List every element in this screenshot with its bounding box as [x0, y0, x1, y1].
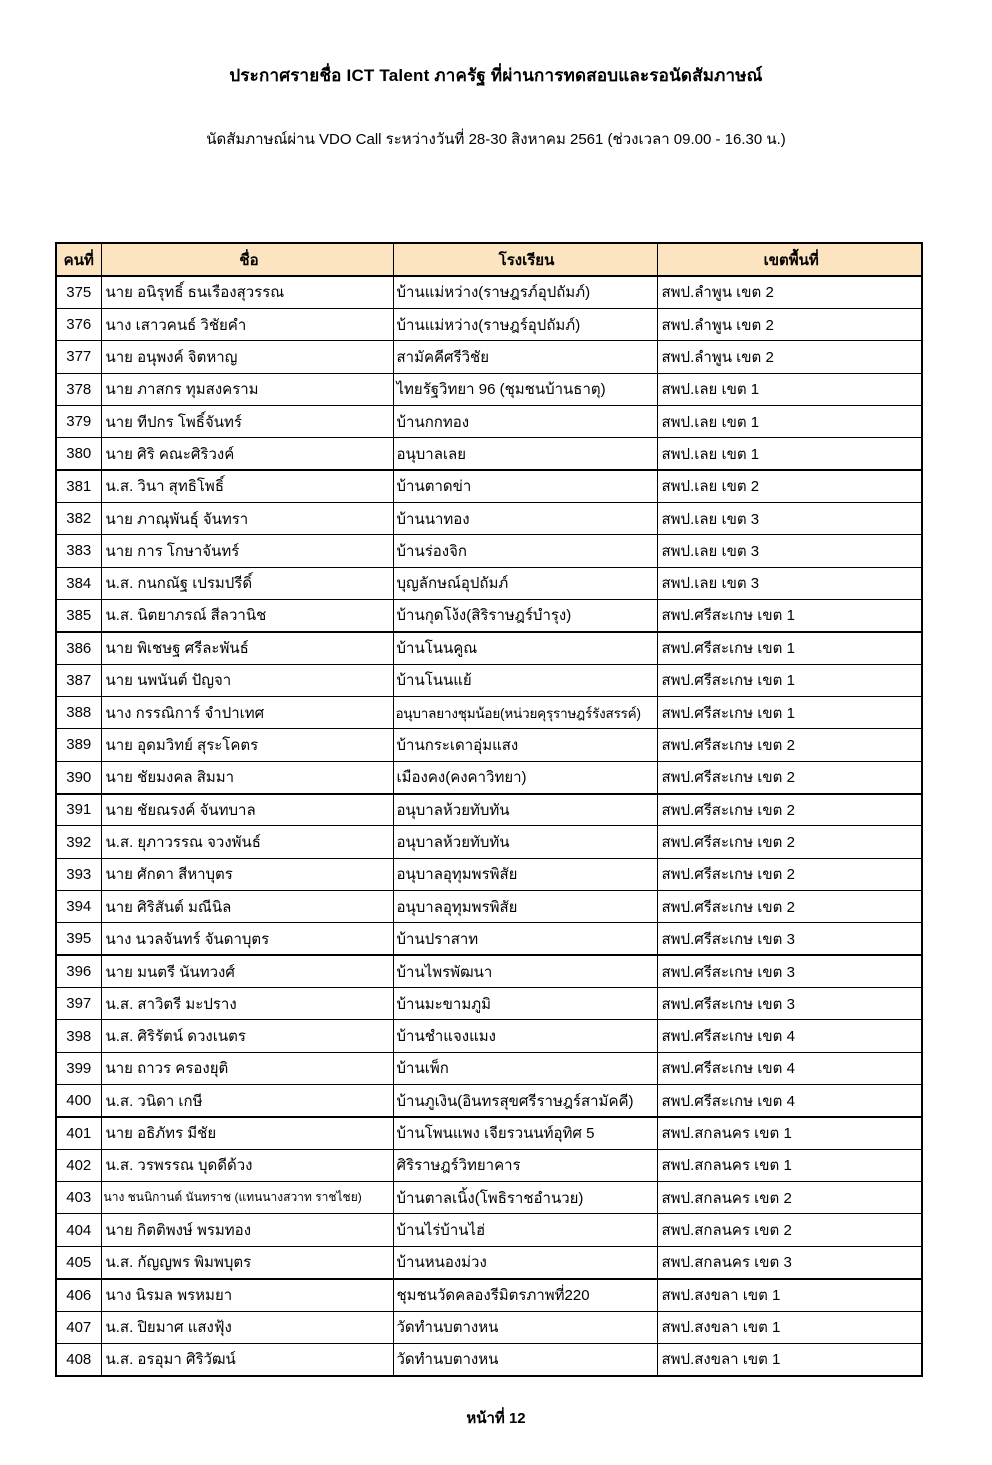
cell-name: น.ส. วรพรรณ บุดดีด้วง — [101, 1149, 393, 1181]
page-subtitle: นัดสัมภาษณ์ผ่าน VDO Call ระหว่างวันที่ 28-30 สิงหาคม 2561 (ช่วงเวลา 09.00 - 16.30 น.) — [206, 131, 786, 148]
cell-school: อนุบาลอุทุมพรพิสัย — [393, 891, 657, 923]
cell-number: 408 — [56, 1343, 101, 1375]
cell-area: สพป.ศรีสะเกษ เขต 1 — [657, 664, 922, 696]
roster-table — [55, 242, 923, 1377]
cell-name: น.ส. วนิดา เกษี — [101, 1085, 393, 1117]
cell-number: 388 — [56, 696, 101, 728]
cell-area: สพป.สกลนคร เขต 1 — [657, 1149, 922, 1181]
table-row — [56, 502, 922, 534]
cell-number: 381 — [56, 470, 101, 502]
cell-school: บ้านกุดโง้ง(สิริราษฎร์บำรุง) — [393, 599, 657, 631]
table-row — [56, 988, 922, 1020]
cell-name: นาง ชนนิกานต์ นันทราช (แทนนางสวาท ราชไชย) — [101, 1182, 393, 1214]
table-row — [56, 1182, 922, 1214]
cell-number: 398 — [56, 1020, 101, 1052]
cell-number: 378 — [56, 373, 101, 405]
cell-school: บ้านหนองม่วง — [393, 1246, 657, 1278]
cell-school: บ้านตาดข่า — [393, 470, 657, 502]
cell-number: 395 — [56, 923, 101, 955]
cell-number: 405 — [56, 1246, 101, 1278]
cell-school: บ้านภูเงิน(อินทรสุขศรีราษฎร์สามัคคี) — [393, 1085, 657, 1117]
table-row — [56, 696, 922, 728]
table-row — [56, 923, 922, 955]
cell-area: สพป.ศรีสะเกษ เขต 1 — [657, 696, 922, 728]
cell-area: สพป.ศรีสะเกษ เขต 2 — [657, 729, 922, 761]
cell-school: บ้านนาทอง — [393, 502, 657, 534]
cell-number: 391 — [56, 794, 101, 826]
cell-area: สพป.ศรีสะเกษ เขต 2 — [657, 891, 922, 923]
cell-name: นาย ทีปกร โพธิ์จันทร์ — [101, 405, 393, 437]
cell-school: บ้านโนนแย้ — [393, 664, 657, 696]
cell-number: 384 — [56, 567, 101, 599]
column-header-name: ชื่อ — [101, 243, 393, 276]
cell-area: สพป.ลำพูน เขต 2 — [657, 276, 922, 308]
cell-name: น.ส. ยุภาวรรณ จวงพันธ์ — [101, 826, 393, 858]
page-title: ประกาศรายชื่อ ICT Talent ภาครัฐ ที่ผ่านการทดสอบและรอนัดสัมภาษณ์ — [229, 66, 763, 85]
cell-area: สพป.ศรีสะเกษ เขต 2 — [657, 761, 922, 793]
cell-name: นาย ภาณุพันธุ์ จันทรา — [101, 502, 393, 534]
cell-area: สพป.ศรีสะเกษ เขต 4 — [657, 1020, 922, 1052]
cell-area: สพป.ศรีสะเกษ เขต 1 — [657, 632, 922, 664]
cell-name: นาย ศิริ คณะศิริวงค์ — [101, 438, 393, 470]
cell-name: นาง เสาวคนธ์ วิชัยคำ — [101, 308, 393, 340]
cell-area: สพป.เลย เขต 3 — [657, 502, 922, 534]
cell-number: 383 — [56, 535, 101, 567]
cell-area: สพป.สกลนคร เขต 1 — [657, 1117, 922, 1149]
roster-table-body — [56, 276, 922, 1376]
cell-name: นาย ชัยมงคล สิมมา — [101, 761, 393, 793]
column-header-school: โรงเรียน — [393, 243, 657, 276]
cell-name: น.ส. กัญญพร พิมพบุตร — [101, 1246, 393, 1278]
cell-name: นาง กรรณิการ์ จำปาเทศ — [101, 696, 393, 728]
table-row — [56, 308, 922, 340]
cell-name: นาง นิรมล พรหมยา — [101, 1279, 393, 1311]
cell-number: 390 — [56, 761, 101, 793]
cell-school: อนุบาลห้วยทับทัน — [393, 794, 657, 826]
cell-school: บ้านชำแจงแมง — [393, 1020, 657, 1052]
column-header-area: เขตพื้นที่ — [657, 243, 922, 276]
cell-school: บ้านแม่หว่าง(ราษฎร์อุปถัมภ์) — [393, 308, 657, 340]
cell-number: 404 — [56, 1214, 101, 1246]
table-row — [56, 599, 922, 631]
cell-name: น.ส. สาวิตรี มะปราง — [101, 988, 393, 1020]
cell-school: บ้านไพรพัฒนา — [393, 955, 657, 987]
cell-school: อนุบาลยางชุมน้อย(หน่วยคุรุราษฎร์รังสรรค์) — [393, 696, 657, 728]
table-row — [56, 955, 922, 987]
cell-name: นาย กิตติพงษ์ พรมทอง — [101, 1214, 393, 1246]
cell-number: 396 — [56, 955, 101, 987]
table-row — [56, 1052, 922, 1084]
table-row — [56, 1246, 922, 1278]
table-row — [56, 1279, 922, 1311]
table-row — [56, 438, 922, 470]
cell-school: บ้านมะขามภูมิ — [393, 988, 657, 1020]
table-row — [56, 1117, 922, 1149]
cell-number: 392 — [56, 826, 101, 858]
cell-school: ไทยรัฐวิทยา 96 (ชุมชนบ้านธาตุ) — [393, 373, 657, 405]
cell-area: สพป.ศรีสะเกษ เขต 4 — [657, 1052, 922, 1084]
page-number: หน้าที่ 12 — [466, 1410, 526, 1427]
cell-number: 379 — [56, 405, 101, 437]
cell-area: สพป.ศรีสะเกษ เขต 2 — [657, 826, 922, 858]
table-row — [56, 567, 922, 599]
cell-number: 406 — [56, 1279, 101, 1311]
cell-school: บ้านปราสาท — [393, 923, 657, 955]
cell-name: นาย อนุพงค์ จิตหาญ — [101, 341, 393, 373]
cell-name: นาย อธิภัทร มีชัย — [101, 1117, 393, 1149]
cell-name: นาย การ โกษาจันทร์ — [101, 535, 393, 567]
cell-number: 402 — [56, 1149, 101, 1181]
cell-school: อนุบาลห้วยทับทัน — [393, 826, 657, 858]
cell-area: สพป.สกลนคร เขต 3 — [657, 1246, 922, 1278]
cell-area: สพป.ศรีสะเกษ เขต 1 — [657, 599, 922, 631]
table-row — [56, 1149, 922, 1181]
cell-school: วัดทำนบตางหน — [393, 1311, 657, 1343]
table-row — [56, 761, 922, 793]
cell-number: 375 — [56, 276, 101, 308]
cell-number: 401 — [56, 1117, 101, 1149]
cell-name: น.ส. อรอุมา ศิริวัฒน์ — [101, 1343, 393, 1375]
cell-name: นาย ศักดา สีหาบุตร — [101, 858, 393, 890]
cell-school: บ้านกกทอง — [393, 405, 657, 437]
cell-area: สพป.สงขลา เขต 1 — [657, 1279, 922, 1311]
cell-name: น.ส. วินา สุทธิโพธิ์ — [101, 470, 393, 502]
table-row — [56, 664, 922, 696]
roster-table-head — [56, 243, 922, 276]
table-row — [56, 341, 922, 373]
cell-name: นาย นพนันต์ ปัญจา — [101, 664, 393, 696]
cell-school: อนุบาลเลย — [393, 438, 657, 470]
table-row — [56, 535, 922, 567]
cell-area: สพป.ศรีสะเกษ เขต 2 — [657, 858, 922, 890]
cell-number: 380 — [56, 438, 101, 470]
cell-school: ศิริราษฎร์วิทยาคาร — [393, 1149, 657, 1181]
cell-number: 389 — [56, 729, 101, 761]
header-row — [56, 243, 922, 276]
cell-area: สพป.ศรีสะเกษ เขต 4 — [657, 1085, 922, 1117]
table-row — [56, 729, 922, 761]
cell-number: 376 — [56, 308, 101, 340]
cell-area: สพป.สกลนคร เขต 2 — [657, 1214, 922, 1246]
cell-area: สพป.ศรีสะเกษ เขต 3 — [657, 988, 922, 1020]
table-row — [56, 632, 922, 664]
cell-school: บ้านโนนคูณ — [393, 632, 657, 664]
cell-school: บุญลักษณ์อุปถัมภ์ — [393, 567, 657, 599]
cell-number: 400 — [56, 1085, 101, 1117]
cell-school: วัดทำนบตางหน — [393, 1343, 657, 1375]
cell-school: อนุบาลอุทุมพรพิสัย — [393, 858, 657, 890]
cell-school: บ้านโพนแพง เจียรวนนท์อุทิศ 5 — [393, 1117, 657, 1149]
table-row — [56, 891, 922, 923]
cell-area: สพป.สงขลา เขต 1 — [657, 1311, 922, 1343]
cell-area: สพป.สกลนคร เขต 2 — [657, 1182, 922, 1214]
cell-area: สพป.เลย เขต 3 — [657, 535, 922, 567]
cell-number: 385 — [56, 599, 101, 631]
table-row — [56, 1214, 922, 1246]
cell-number: 387 — [56, 664, 101, 696]
cell-number: 397 — [56, 988, 101, 1020]
cell-number: 399 — [56, 1052, 101, 1084]
cell-number: 403 — [56, 1182, 101, 1214]
cell-school: บ้านกระเดาอุ่มแสง — [393, 729, 657, 761]
cell-name: นาย มนตรี นันทวงศ์ — [101, 955, 393, 987]
table-row — [56, 276, 922, 308]
cell-school: เมืองคง(คงคาวิทยา) — [393, 761, 657, 793]
cell-school: บ้านไร่บ้านไฮ่ — [393, 1214, 657, 1246]
cell-name: นาย ถาวร ครองยุติ — [101, 1052, 393, 1084]
cell-school: สามัคคีศรีวิชัย — [393, 341, 657, 373]
cell-area: สพป.เลย เขต 2 — [657, 470, 922, 502]
cell-name: นาย ภาสกร ทุมสงคราม — [101, 373, 393, 405]
cell-name: น.ส. ศิริรัตน์ ดวงเนตร — [101, 1020, 393, 1052]
table-row — [56, 794, 922, 826]
cell-name: นาย ศิริสันต์ มณีนิล — [101, 891, 393, 923]
cell-number: 377 — [56, 341, 101, 373]
cell-area: สพป.เลย เขต 1 — [657, 438, 922, 470]
table-row — [56, 405, 922, 437]
cell-area: สพป.เลย เขต 1 — [657, 405, 922, 437]
cell-name: น.ส. กนกณัฐ เปรมปรีดิ์ — [101, 567, 393, 599]
column-header-number: คนที่ — [56, 243, 101, 276]
cell-area: สพป.เลย เขต 1 — [657, 373, 922, 405]
cell-school: บ้านเพ็ก — [393, 1052, 657, 1084]
cell-name: นาย อนิรุทธิ์ ธนเรืองสุวรรณ — [101, 276, 393, 308]
cell-name: น.ส. ปิยมาศ แสงฟุ้ง — [101, 1311, 393, 1343]
cell-area: สพป.ศรีสะเกษ เขต 2 — [657, 794, 922, 826]
cell-name: น.ส. นิตยาภรณ์ สีลวานิช — [101, 599, 393, 631]
table-row — [56, 1085, 922, 1117]
cell-number: 386 — [56, 632, 101, 664]
cell-name: นาย อุดมวิทย์ สุระโคตร — [101, 729, 393, 761]
cell-area: สพป.สงขลา เขต 1 — [657, 1343, 922, 1375]
cell-number: 382 — [56, 502, 101, 534]
table-row — [56, 1343, 922, 1375]
cell-area: สพป.ศรีสะเกษ เขต 3 — [657, 923, 922, 955]
cell-number: 394 — [56, 891, 101, 923]
table-row — [56, 858, 922, 890]
cell-name: นาง นวลจันทร์ จันดาบุตร — [101, 923, 393, 955]
cell-school: ชุมชนวัดคลองรีมิตรภาพที่220 — [393, 1279, 657, 1311]
table-row — [56, 1020, 922, 1052]
cell-number: 393 — [56, 858, 101, 890]
table-row — [56, 470, 922, 502]
table-row — [56, 373, 922, 405]
cell-name: นาย ชัยณรงค์ จันทบาล — [101, 794, 393, 826]
cell-school: บ้านร่องจิก — [393, 535, 657, 567]
cell-area: สพป.ลำพูน เขต 2 — [657, 341, 922, 373]
cell-area: สพป.ลำพูน เขต 2 — [657, 308, 922, 340]
cell-area: สพป.เลย เขต 3 — [657, 567, 922, 599]
cell-school: บ้านแม่หว่าง(ราษฎรภ์อุปถัมภ์) — [393, 276, 657, 308]
cell-area: สพป.ศรีสะเกษ เขต 3 — [657, 955, 922, 987]
cell-school: บ้านตาลเนิ้ง(โพธิราชอำนวย) — [393, 1182, 657, 1214]
cell-name: นาย พิเชษฐ ศรีละพันธ์ — [101, 632, 393, 664]
table-row — [56, 1311, 922, 1343]
cell-number: 407 — [56, 1311, 101, 1343]
table-row — [56, 826, 922, 858]
